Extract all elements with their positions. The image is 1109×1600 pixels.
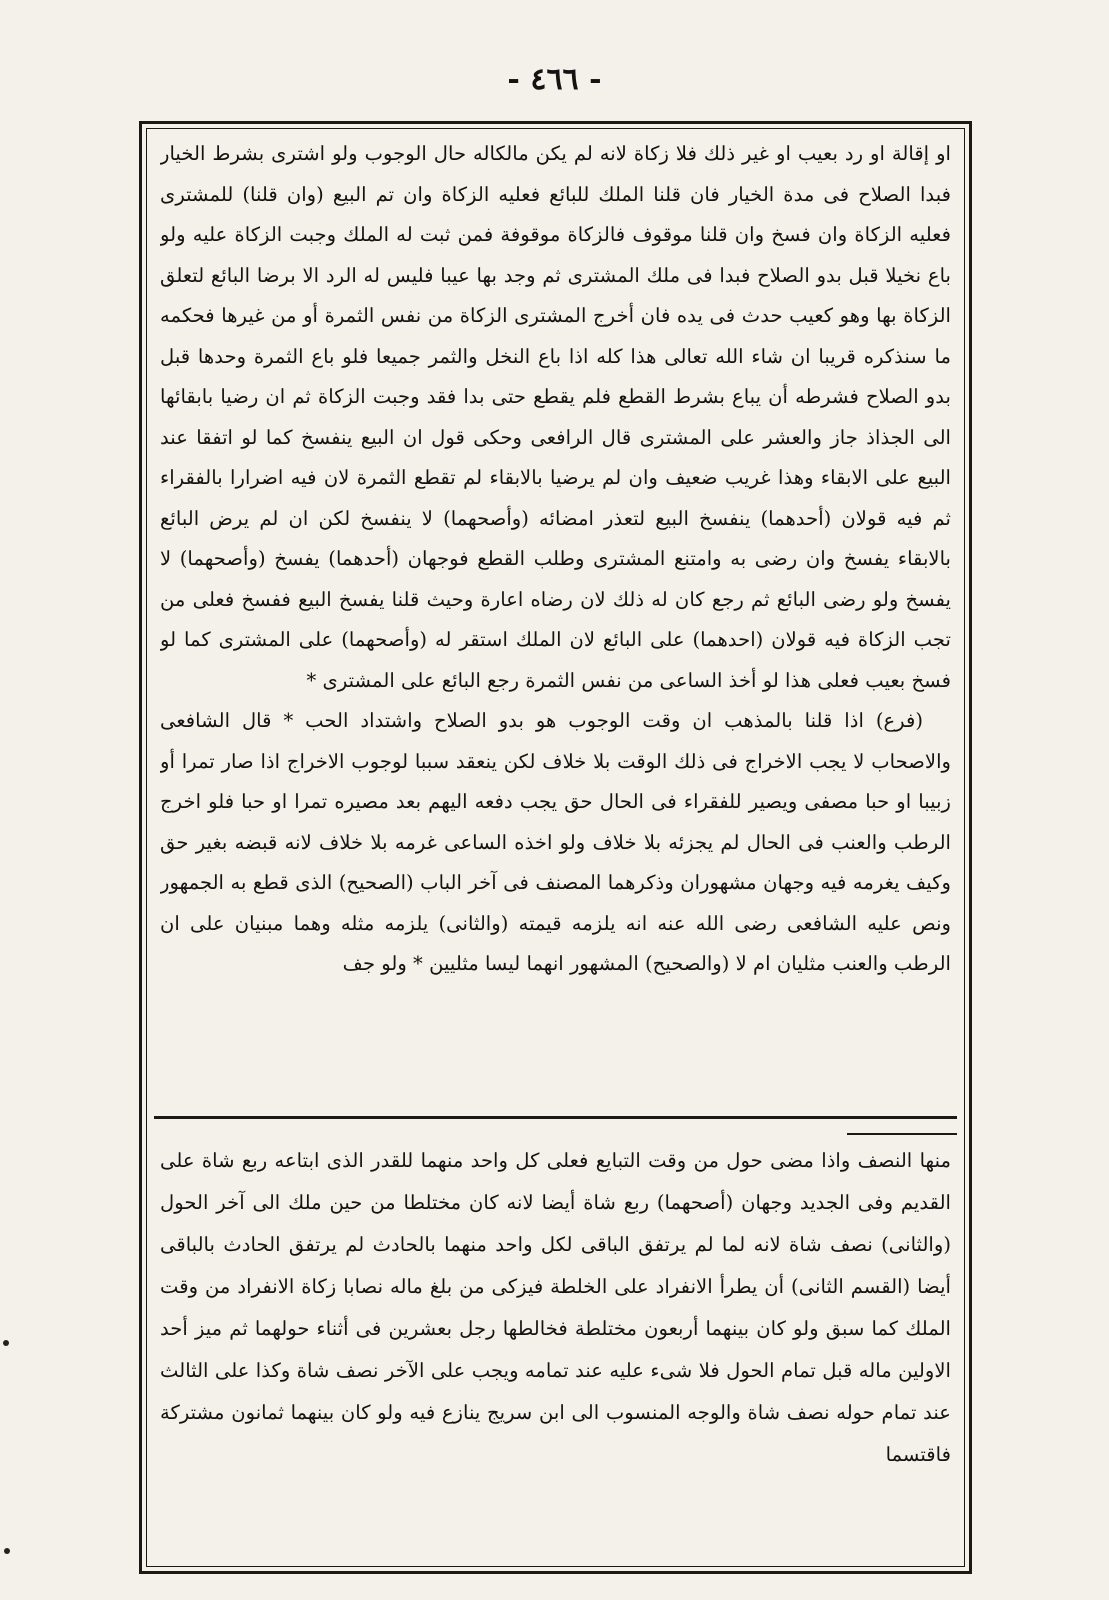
footnote-paragraph: منها النصف واذا مضى حول من وقت التبايع فعلى كل واحد منهما للقدر الذى ابتاعه ربع شاة على القديم وفى الجديد وجهان (أصحهما) ربع شاة أيضا لانه كان مختلطا من حين ملك الى آخر الحول (والثانى) نصف شاة لانه لما لم يرتفق الباقى لكل واحد منهما بالحادث لم يرتفق الحادث بالباقى أيضا (القسم الثانى) أن يطرأ الانفراد على الخلطة فيزكى من بلغ ماله نصابا زكاة الانفراد من وقت الملك كما سبق ولو كان بينهما أربعون مختلطة فخالطها رجل بعشرين فى أثناء حولهما ثم ميز أحد الاولين ماله قبل تمام الحول فلا شىء عليه عند تمامه ويجب على الآخر نصف شاة وكذا على الثالث عند تمام حوله نصف شاة والوجه المنسوب الى ابن سريج ينازع فيه ولو كان بينهما ثمانون مشتركة فاقتسما — [160, 1149, 951, 1466]
footnote-divider — [154, 1116, 957, 1119]
main-paragraph: او إقالة او رد بعيب او غير ذلك فلا زكاة لانه لم يكن مالكاله حال الوجوب ولو اشترى بشرط الخيار فبدا الصلاح فى مدة الخيار فان قلنا الملك للبائع فعليه الزكاة وان تم البيع (وان قلنا) للمشترى فعليه الزكاة وان فسخ وان قلنا موقوف فالزكاة موقوفة فمن ثبت له الملك وجبت الزكاة عليه ولو باع نخيلا قبل بدو الصلاح فبدا فى ملك المشترى ثم وجد بها عيبا فليس له الرد الا برضا البائع لتعلق الزكاة بها وهو كعيب حدث فى يده فان أخرج المشترى الزكاة من نفس الثمرة أو من غيرها فحكمه ما سنذكره قريبا ان شاء الله تعالى هذا كله اذا باع النخل والثمر جميعا فلو باع الثمرة وحدها قبل بدو الصلاح فشرطه أن يباع بشرط القطع فلم يقطع حتى بدا فقد وجبت الزكاة ثم ان رضيا بابقائها الى الجذاذ جاز والعشر على المشترى قال الرافعى وحكى قول ان البيع ينفسخ كما لو اتفقا عند البيع على الابقاء وهذا غريب ضعيف وان لم يرضيا بالابقاء لم تقطع الثمرة لان فيه اضرارا بالفقراء ثم فيه قولان (أحدهما) ينفسخ البيع لتعذر امضائه (وأصحهما) لا ينفسخ لكن ان لم يرض البائع بالابقاء يفسخ وان رضى به وامتنع المشترى وطلب القطع فوجهان (أحدهما) يفسخ (وأصحهما) لا يفسخ ولو رضى البائع ثم رجع كان له ذلك لان رضاه اعارة وحيث قلنا يفسخ البيع ففسخ فعلى من تجب الزكاة فيه قولان (احدهما) على البائع لان الملك استقر له (وأصحهما) على المشترى كما لو فسخ بعيب فعلى هذا لو أخذ الساعى من نفس الثمرة رجع البائع على المشترى * — [160, 142, 951, 692]
page-frame — [139, 121, 972, 1574]
main-text — [160, 134, 951, 1110]
scan-speck — [3, 1340, 9, 1346]
footnote-divider-short — [847, 1133, 957, 1135]
main-paragraph: (فرع) اذا قلنا بالمذهب ان وقت الوجوب هو بدو الصلاح واشتداد الحب * قال الشافعى والاصحاب لا يجب الاخراج فى ذلك الوقت بلا خلاف لكن ينعقد سببا لوجوب الاخراج اذا صار تمرا أو زبيبا او حبا مصفى ويصير للفقراء فى الحال حق يجب دفعه اليهم بعد مصيره تمرا او حبا فلو اخرج الرطب والعنب فى الحال لم يجزئه بلا خلاف ولو اخذه الساعى غرمه بلا خلاف لانه قبضه بغير حق وكيف يغرمه فيه وجهان مشهوران وذكرهما المصنف فى آخر الباب (الصحيح) الذى قطع به الجمهور ونص عليه الشافعى رضى الله عنه انه يلزمه قيمته (والثانى) يلزمه مثله وهما مبنيان على ان الرطب والعنب مثليان ام لا (والصحيح) المشهور انهما ليسا مثليين * ولو جف — [160, 709, 951, 975]
footnote-text — [160, 1140, 951, 1565]
scan-speck — [4, 1548, 10, 1554]
page-number: - ٤٦٦ - — [507, 62, 602, 97]
